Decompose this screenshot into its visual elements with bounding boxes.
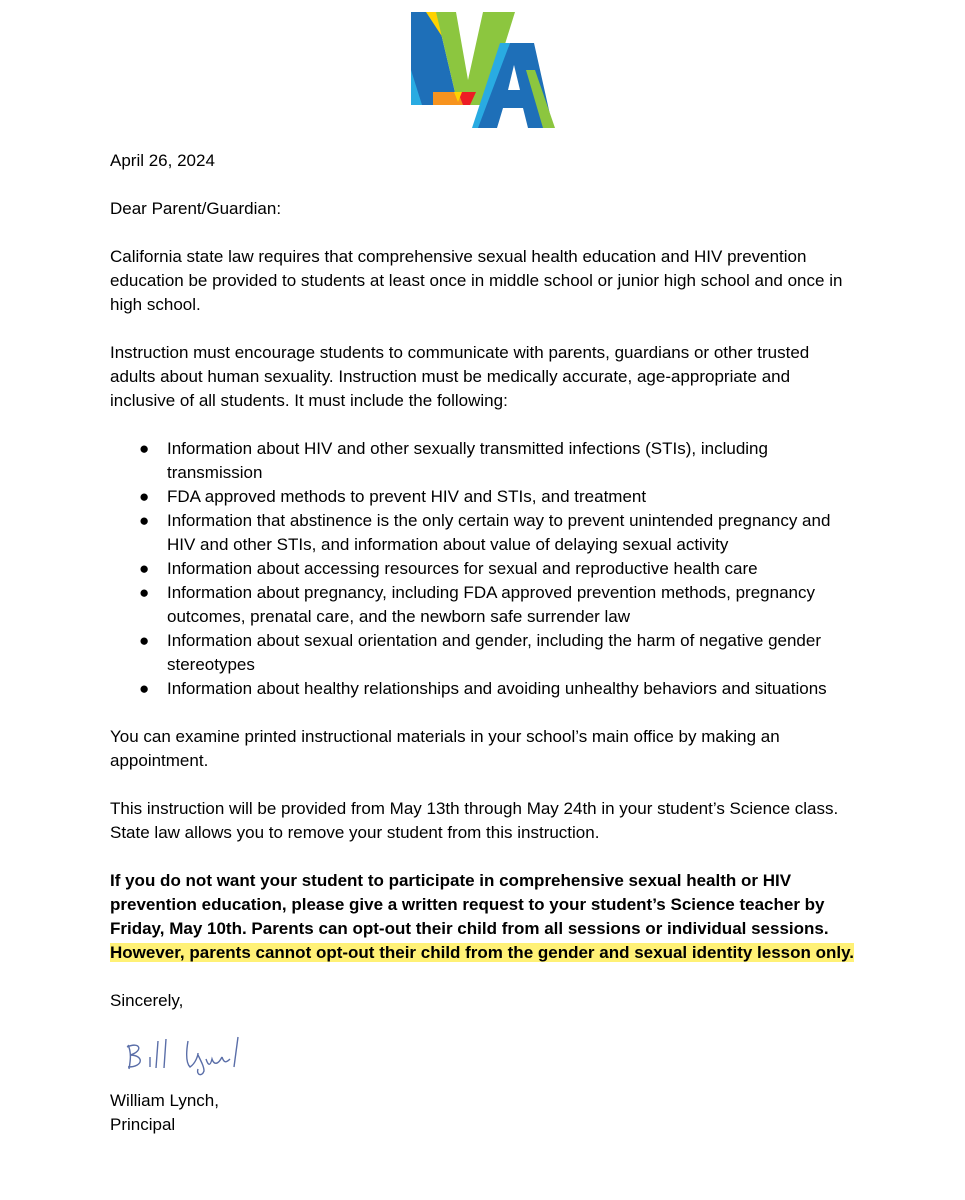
list-item-text: Information that abstinence is the only certain way to prevent unintended pregnancy and HIV and other STIs, and information about value of delaying sexual activity [167,511,831,554]
list-item [110,509,855,557]
paragraph: Instruction must encourage students to communicate with parents, guardians or other trusted adults about human sexuality. Instruction must be medically accurate, age-appropriate and inclusive of all students. It must include the following: [110,343,810,410]
opt-out-notice [110,869,855,965]
list-item [110,557,855,581]
bullet-icon: ● [139,583,150,602]
closing: Sincerely, [110,991,184,1010]
bullet-icon: ● [139,487,150,506]
letter-date: April 26, 2024 [110,151,215,170]
letter-body [110,149,855,1137]
school-logo [408,10,558,130]
list-item [110,677,855,701]
list-item-text: FDA approved methods to prevent HIV and STIs, and treatment [167,487,647,506]
list-item-text: Information about sexual orientation and gender, including the harm of negative gender stereotypes [167,631,822,674]
list-item-text: Information about healthy relationships and avoiding unhealthy behaviors and situations [167,679,827,698]
list-item [110,485,855,509]
list-item-text: Information about HIV and other sexually transmitted infections (STIs), including transmission [167,439,768,482]
paragraph: This instruction will be provided from May 13th through May 24th in your student’s Science class. State law allows you to remove your student from this instruction. [110,799,839,842]
bullet-icon: ● [139,559,150,578]
notice-text: If you do not want your student to participate in comprehensive sexual health or HIV prevention education, please give a written request to your student’s Science teacher by Friday, May 10th. Parents can opt-out their child from all sessions or individual sessions. [110,871,829,938]
paragraph: You can examine printed instructional materials in your school’s main office by making an appointment. [110,727,780,770]
salutation: Dear Parent/Guardian: [110,199,282,218]
requirements-list [110,437,855,701]
paragraph: California state law requires that comprehensive sexual health education and HIV prevention education be provided to students at least once in middle school or junior high school and once in high school. [110,247,843,314]
bullet-icon: ● [139,631,150,650]
signature [110,1023,270,1083]
bullet-icon: ● [139,679,150,698]
list-item [110,581,855,629]
signer-title: Principal [110,1115,176,1134]
highlighted-notice: However, parents cannot opt-out their child from the gender and sexual identity lesson only. [110,943,855,962]
list-item-text: Information about accessing resources for sexual and reproductive health care [167,559,758,578]
bullet-icon: ● [139,439,150,458]
bullet-icon: ● [139,511,150,530]
list-item [110,437,855,485]
list-item-text: Information about pregnancy, including FDA approved prevention methods, pregnancy outcomes, prenatal care, and the newborn safe surrender law [167,583,815,626]
list-item [110,629,855,677]
signer-name: William Lynch, [110,1091,219,1110]
